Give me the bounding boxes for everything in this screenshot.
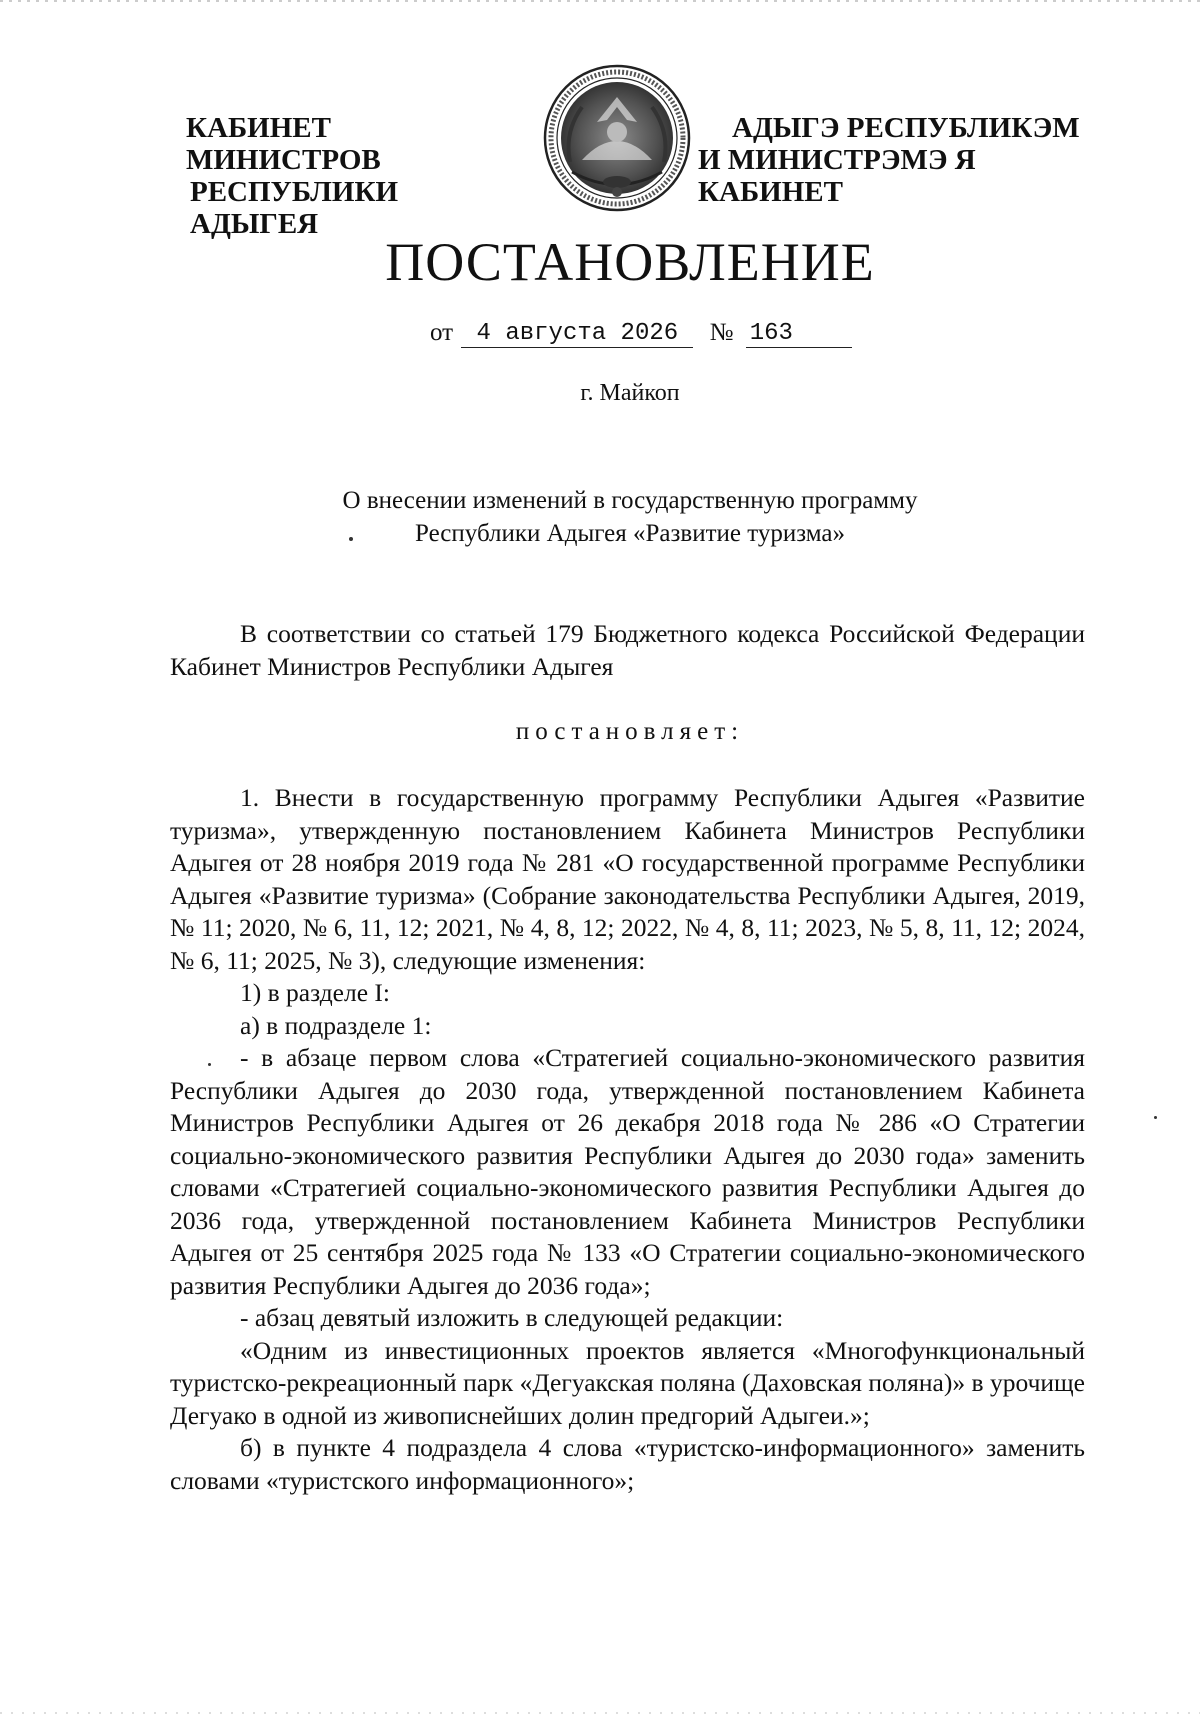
paragraph-6: «Одним из инвестиционных проектов является «Многофункциональный туристско-рекреационный парк «Дегуакская поляна (Даховская поляна)» в урочище Дегуако в одной из живописнейших долин предгорий Адыгеи.»; [170,1335,1085,1430]
city: г. Майкоп [580,380,680,406]
date-number-line [430,318,852,348]
header-left-line1: КАБИНЕТ МИНИСТРОВ [186,112,381,176]
header-right-line1: АДЫГЭ РЕСПУБЛИКЭМ [732,112,1080,144]
document-title: ПОСТАНОВЛЕНИЕ [385,232,875,292]
scan-speck [208,1063,211,1066]
header-left [186,112,516,240]
paragraph-5: - абзац девятый изложить в следующей редакции: [240,1303,784,1332]
scan-speck [349,537,353,541]
date-prefix: от [430,319,454,346]
header-left-line2: РЕСПУБЛИКИ АДЫГЕЯ [190,176,399,240]
paragraph-3: а) в подразделе 1: [240,1010,432,1040]
paragraph-1: 1. Внести в государственную программу Республики Адыгея «Развитие туризма», утвержденную постановлением Кабинета Министров Республики Адыгея от 28 ноября 2019 года № 281 «О государственной программе Республики Адыгея «Развитие туризма» (Собрание законодательства Республики Адыгея, 2019, № 11; 2020, № 6, 11, 12; 2021, № 4, 8, 12; 2022, № 4, 8, 11; 2023, № 5, 8, 11, 12; 2024, № 6, 11; 2025, № 3), следующие изменения: [170,783,1085,975]
header-right-line2: И МИНИСТРЭМЭ Я КАБИНЕТ [698,144,976,208]
paragraph-7: б) в пункте 4 подраздела 4 слова «туристско-информационного» заменить словами «туристского информационного»; [170,1433,1085,1495]
intro-text: В соответствии со статьей 179 Бюджетного кодекса Российской Федерации Кабинет Министров Республики Адыгея [170,619,1085,681]
subject [0,484,1200,550]
main-text [170,782,1085,1497]
subject-line1: О внесении изменений в государственную программу [342,487,918,514]
document-number: 163 [746,321,852,348]
header-right [698,112,1118,208]
subject-line2: Республики Адыгея «Развитие туризма» [415,520,845,547]
number-sign: № [709,319,734,346]
decree-word: постановляет: [515,718,745,745]
intro-paragraph [170,618,1085,683]
coat-of-arms-icon [542,62,692,214]
scan-edge-bottom [0,1712,1200,1714]
document-date: 4 августа 2026 [461,321,693,348]
scan-speck [1154,1116,1157,1119]
scan-edge-top [0,0,1200,2]
paragraph-4: - в абзаце первом слова «Стратегией социально-экономического развития Республики Адыгея до 2030 года, утвержденной постановлением Кабинета Министров Республики Адыгея от 26 декабря 2018 года № 286 «О Стратегии социально-экономического развития Республики Адыгея до 2030 года» заменить словами «Стратегией социально-экономического развития Республики Адыгея до 2036 года, утвержденной постановлением Кабинета Министров Республики Адыгея от 25 сентября 2025 года № 133 «О Стратегии социально-экономического развития Республики Адыгея до 2036 года»; [170,1043,1085,1300]
paragraph-2: 1) в разделе I: [240,978,390,1007]
